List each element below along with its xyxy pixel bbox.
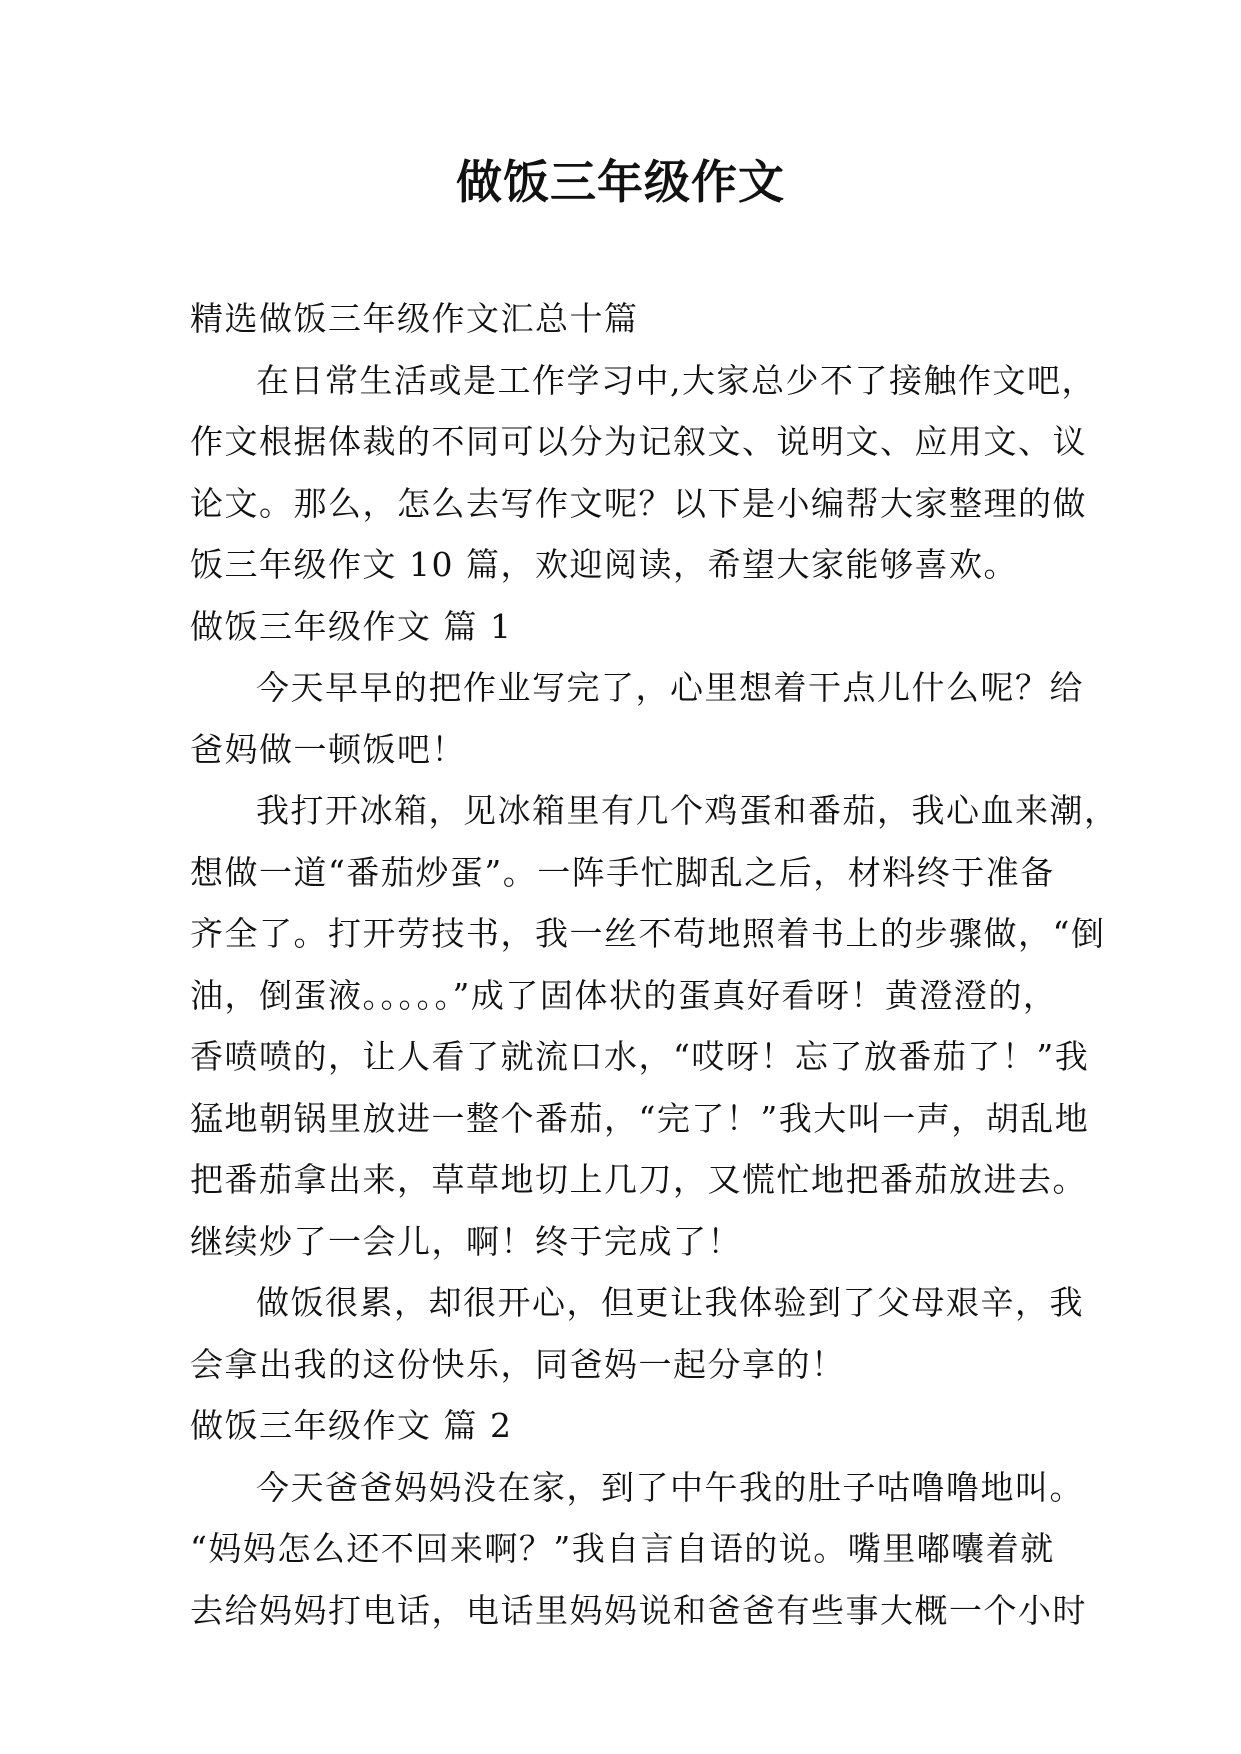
- paragraph-line: 饭三年级作文 10 篇，欢迎阅读，希望大家能够喜欢。: [190, 545, 1018, 584]
- paragraph-line: 论文。那么，怎么去写作文呢？以下是小编帮大家整理的做: [190, 483, 1087, 523]
- paragraph-line: 猛地朝锅里放进一整个番茄，“完了！”我大叫一声，胡乱地: [190, 1098, 1090, 1138]
- paragraph-line: 香喷喷的，让人看了就流口水，“哎呀！忘了放番茄了！”我: [190, 1037, 1090, 1076]
- paragraph-line: 我打开冰箱，见冰箱里有几个鸡蛋和番茄，我心血来潮，: [256, 791, 1119, 830]
- paragraph-line: 把番茄拿出来，草草地切上几刀，又慌忙地把番茄放进去。: [190, 1160, 1087, 1199]
- paragraph-line: 作文根据体裁的不同可以分为记叙文、说明文、应用文、议: [190, 422, 1087, 461]
- paragraph-line: 在日常生活或是工作学习中,大家总少不了接触作文吧，: [256, 360, 1096, 400]
- section-heading: 做饭三年级作文 篇 2: [190, 1406, 513, 1445]
- paragraph-line: “妈妈怎么还不回来啊？”我自言自语的说。嘴里嘟囔着就: [190, 1529, 1055, 1568]
- section-heading: 做饭三年级作文 篇 1: [190, 606, 513, 646]
- paragraph-line: 爸妈做一顿饭吧！: [190, 729, 466, 769]
- paragraph-line: 去给妈妈打电话，电话里妈妈说和爸爸有些事大概一个小时: [190, 1590, 1087, 1630]
- paragraph-line: 继续炒了一会儿，啊！终于完成了！: [190, 1221, 742, 1261]
- paragraph-line: 会拿出我的这份快乐，同爸妈一起分享的！: [190, 1344, 846, 1384]
- paragraph-line: 油，倒蛋液。。。。。”成了固体状的蛋真好看呀！黄澄澄的，: [190, 975, 1058, 1015]
- paragraph-line: 做饭很累，却很开心，但更让我体验到了父母艰辛，我: [256, 1283, 1084, 1322]
- document-body: [190, 288, 1119, 1641]
- paragraph-line: 齐全了。打开劳技书，我一丝不苟地照着书上的步骤做，“倒: [190, 914, 1106, 953]
- paragraph-line: 今天早早的把作业写完了，心里想着干点儿什么呢？给: [256, 668, 1084, 707]
- paragraph-line: 想做一道“番茄炒蛋”。一阵手忙脚乱之后，材料终于准备: [190, 852, 1055, 892]
- document-title: 做饭三年级作文: [456, 155, 785, 209]
- subtitle-line: 精选做饭三年级作文汇总十篇: [190, 299, 639, 338]
- paragraph-line: 今天爸爸妈妈没在家，到了中午我的肚子咕噜噜地叫。: [256, 1467, 1084, 1507]
